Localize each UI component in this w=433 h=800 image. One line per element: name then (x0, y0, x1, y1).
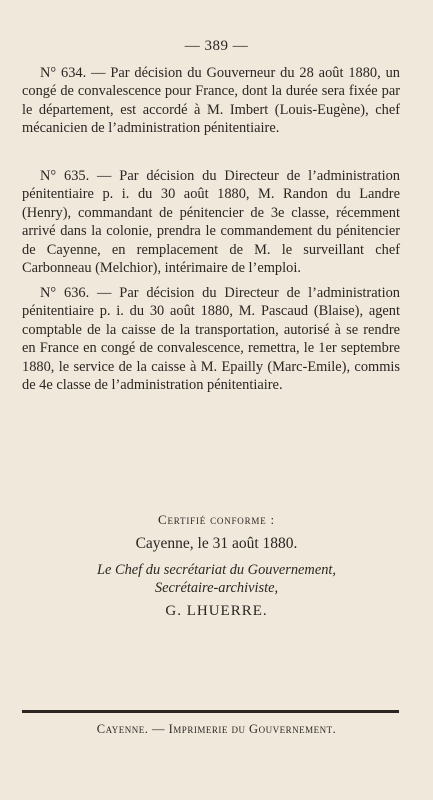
printer-footer (0, 722, 433, 737)
certification-role-line-1: Le Chef du secrétariat du Gouvernement, (97, 562, 336, 578)
certification-signatory: G. LHUERRE. (165, 603, 268, 619)
certification-place-date: Cayenne, le 31 août 1880. (135, 535, 298, 552)
entry-636: N° 636. — Par décision du Directeur de l’administration pénitentiaire p. i. du 30 août 1880, M. Pascaud (Blaise), agent comptable de la caisse de la transportation, autorisé à se rendre en France en congé de convalescence, remettra, le 1er septembre 1880, le service de la caisse à M. Epailly (Marc-Emile), commis de 4e classe de l’administration pénitentiaire. (22, 285, 400, 394)
page-number: — 389 — (184, 38, 249, 54)
certification-heading (0, 512, 433, 528)
footer-divider (22, 710, 399, 713)
certification-role-line-2: Secrétaire-archiviste, (154, 580, 279, 596)
entry-635: N° 635. — Par décision du Directeur de l’administration pénitentiaire p. i. du 30 août 1880, M. Randon du Landre (Henry), commandant de pénitencier de 3e classe, récemment arrivé dans la colonie, prendra le commandement du pénitencier de Cayenne, en remplacement de M. le surveillant chef Carbonneau (Melchior), intérimaire de l’emploi. (22, 168, 400, 277)
certification-heading-text: Certifié conforme : (158, 512, 275, 527)
printer-footer-text: Cayenne. — Imprimerie du Gouvernement. (96, 722, 337, 736)
entry-634: N° 634. — Par décision du Gouverneur du 28 août 1880, un congé de convalescence pour France, dont la durée sera fixée par le département, est accordé à M. Imbert (Louis-Eugène), chef mécanicien de l’administration pénitentiaire. (22, 65, 400, 137)
